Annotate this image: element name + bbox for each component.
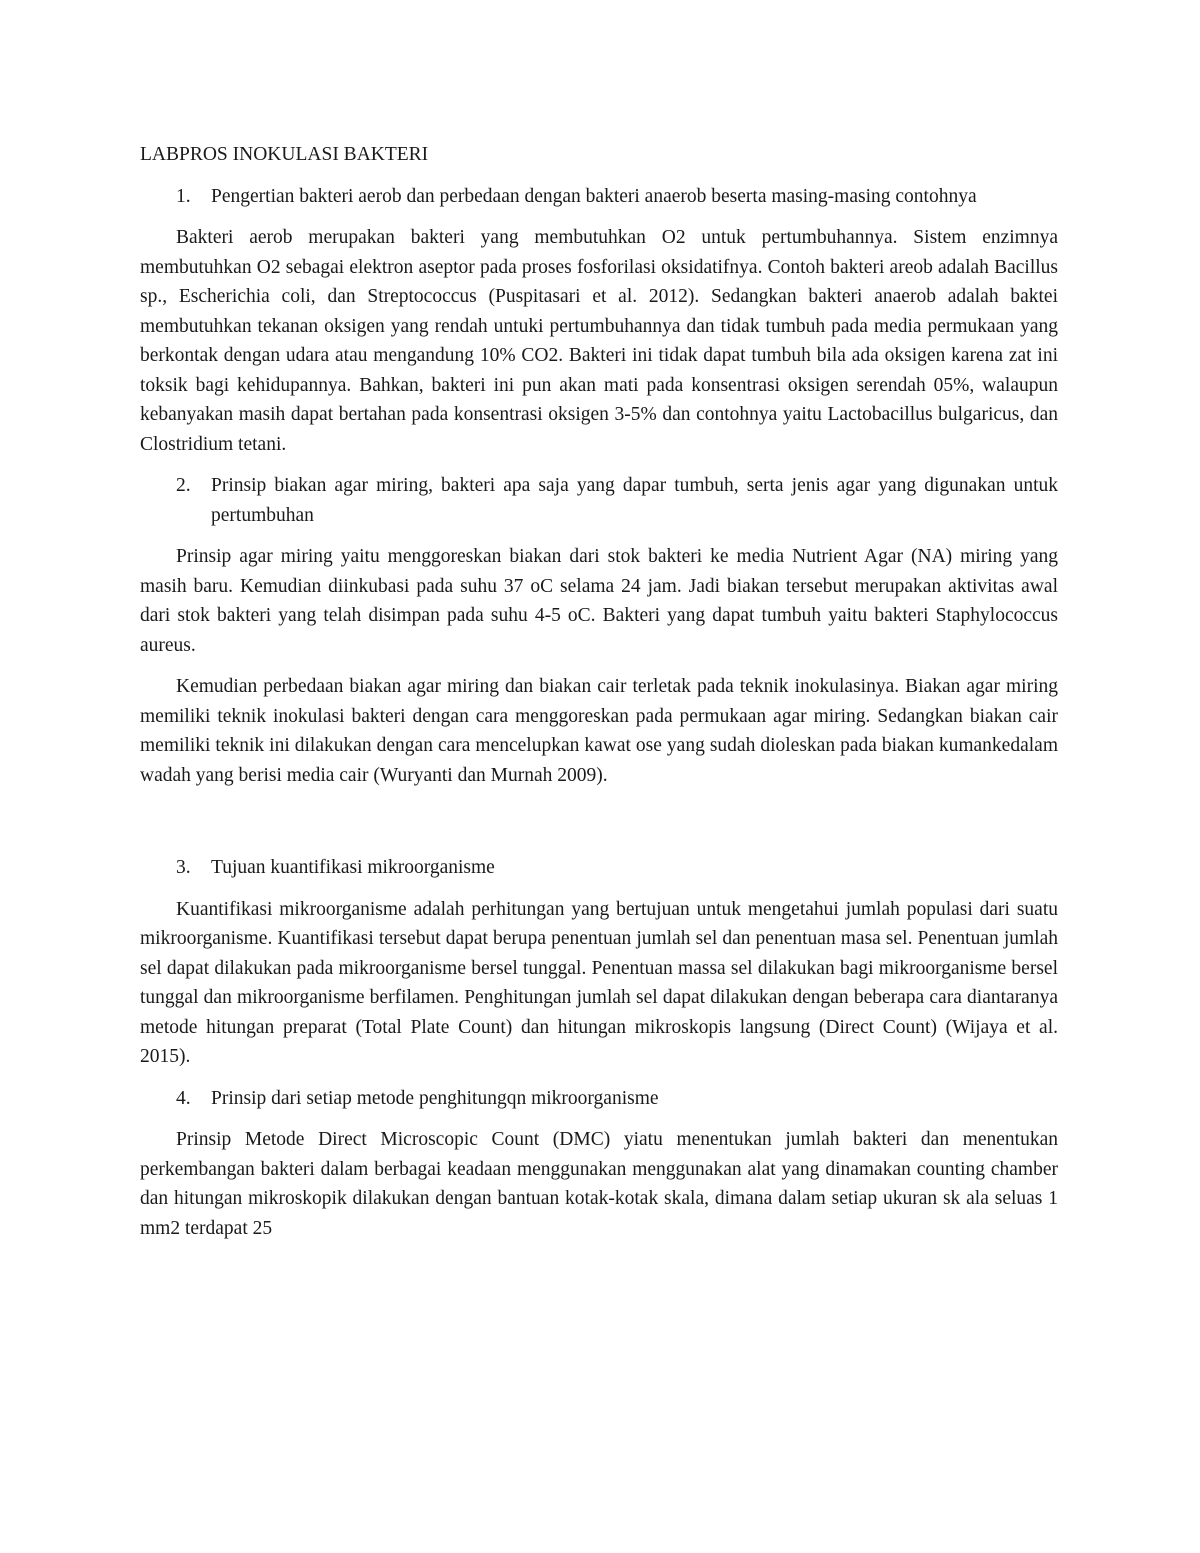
section-1-number: 1. [176, 185, 191, 207]
section-3-heading [140, 853, 1058, 883]
section-2-number: 2. [176, 475, 191, 496]
document-page [140, 140, 1058, 1255]
section-3-heading-text: Tujuan kuantifikasi mikroorganisme [211, 857, 495, 878]
section-2-paragraph-2: Kemudian perbedaan biakan agar miring dan biakan cair terletak pada teknik inokulasinya. Biakan agar miring memiliki teknik inokulasi bakteri dengan cara menggoreskan pada permukaan agar miring. Sedangkan biakan cair memiliki teknik ini dilakukan dengan cara mencelupkan kawat ose yang sudah dioleskan pada biakan kumankedalam wadah yang berisi media cair (Wuryanti dan Murnah 2009). [140, 676, 1058, 786]
section-4-number: 4. [176, 1087, 191, 1109]
section-4-heading [140, 1084, 1058, 1114]
section-3-paragraph-1: Kuantifikasi mikroorganisme adalah perhitungan yang bertujuan untuk mengetahui jumlah populasi dari suatu mikroorganisme. Kuantifikasi tersebut dapat berupa penentuan jumlah sel dan penentuan masa sel. Penentuan jumlah sel dapat dilakukan pada mikroorganisme bersel tunggal. Penentuan massa sel dilakukan bagi mikroorganisme bersel tunggal dan mikroorganisme berfilamen. Penghitungan jumlah sel dapat dilakukan dengan beberapa cara diantaranya metode hitungan preparat (Total Plate Count) dan hitungan mikroskopis langsung (Direct Count) (Wijaya et al. 2015). [140, 898, 1058, 1067]
section-1-heading [140, 182, 1058, 212]
section-1-heading-text: Pengertian bakteri aerob dan perbedaan dengan bakteri anaerob beserta masing-masing contohnya [211, 185, 977, 207]
section-2-paragraph-1: Prinsip agar miring yaitu menggoreskan biakan dari stok bakteri ke media Nutrient Agar (NA) miring yang masih baru. Kemudian diinkubasi pada suhu 37 oC selama 24 jam. Jadi biakan tersebut merupakan aktivitas awal dari stok bakteri yang telah disimpan pada suhu 4-5 oC. Bakteri yang dapat tumbuh yaitu bakteri Staphylococcus aureus. [140, 546, 1058, 656]
section-2-heading-text: Prinsip biakan agar miring, bakteri apa saja yang dapar tumbuh, serta jenis agar yang digunakan untuk pertumbuhan [211, 475, 1058, 526]
section-spacer [140, 802, 1058, 853]
section-4-heading-text: Prinsip dari setiap metode penghitungqn mikroorganisme [211, 1087, 659, 1109]
document-title: LABPROS INOKULASI BAKTERI [140, 144, 429, 165]
section-2-heading [140, 471, 1058, 530]
section-3-number: 3. [176, 857, 191, 878]
section-1-paragraph-1: Bakteri aerob merupakan bakteri yang membutuhkan O2 untuk pertumbuhannya. Sistem enzimnya membutuhkan O2 sebagai elektron aseptor pada proses fosforilasi oksidatifnya. Contoh bakteri areob adalah Bacillus sp., Escherichia coli, dan Streptococcus (Puspitasari et al. 2012). Sedangkan bakteri anaerob adalah baktei membutuhkan tekanan oksigen yang rendah untuki pertumbuhannya dan tidak tumbuh pada media permukaan yang berkontak dengan udara atau mengandung 10% CO2. Bakteri ini tidak dapat tumbuh bila ada oksigen karena zat ini toksik bagi kehidupannya. Bahkan, bakteri ini pun akan mati pada konsentrasi oksigen serendah 05%, walaupun kebanyakan masih dapat bertahan pada konsentrasi oksigen 3-5% dan contohnya yaitu Lactobacillus bulgaricus, dan Clostridium tetani. [140, 227, 1058, 455]
section-4-paragraph-1: Prinsip Metode Direct Microscopic Count (DMC) yiatu menentukan jumlah bakteri dan menentukan perkembangan bakteri dalam berbagai keadaan menggunakan menggunakan alat yang dinamakan counting chamber dan hitungan mikroskopik dilakukan dengan bantuan kotak-kotak skala, dimana dalam setiap ukuran sk ala seluas 1 mm2 terdapat 25 [140, 1129, 1058, 1239]
